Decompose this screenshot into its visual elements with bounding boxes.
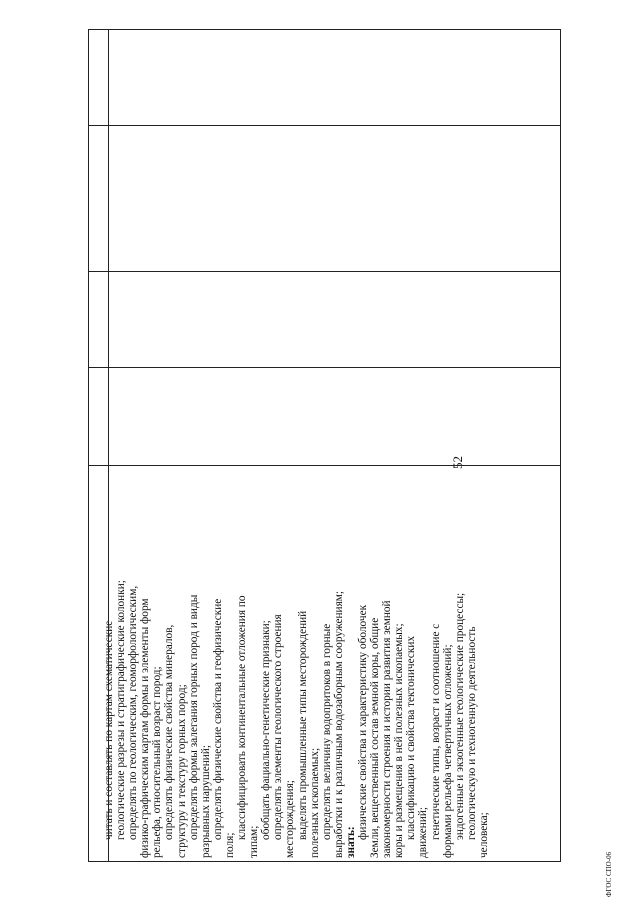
- text-line: определять величину водопритоков в горные: [320, 623, 333, 840]
- text-line: определять элементы геологического строения: [272, 614, 285, 840]
- text-line: эндогенные и экзогенные геологические процессы;: [453, 592, 466, 840]
- text-line: месторождения;: [284, 780, 297, 858]
- text-line: коры и размещения в ней полезных ископаемых;: [393, 623, 406, 858]
- table-cell-2: [89, 367, 560, 465]
- text-line: знать:: [344, 826, 357, 858]
- text-line: классификацию и свойства тектонических: [405, 635, 418, 840]
- text-line: полезных ископаемых;: [308, 747, 321, 858]
- text-line: типам;: [248, 825, 261, 858]
- text-line: классифицировать континентальные отложения по: [236, 595, 249, 840]
- text-line: поля;: [223, 832, 236, 858]
- text-line: генетические типы, возраст и соотношение с: [429, 623, 442, 840]
- text-line: закономерности строения и истории развития земной: [381, 600, 394, 858]
- text-line: движений;: [417, 806, 430, 858]
- text-line: разрывных нарушений;: [199, 744, 212, 858]
- text-line: формами рельефа четвертичных отложений;: [441, 644, 454, 858]
- text-line: физические свойства и характеристику оболочек: [356, 604, 369, 840]
- text-line: человека;: [477, 812, 490, 858]
- text-line: определять физические свойства минералов,: [163, 624, 176, 840]
- table-cell-4: [89, 125, 560, 271]
- text-line: рельефа, относительный возраст пород;: [151, 666, 164, 858]
- text-line: определять по геологическим, геоморфологическим,: [127, 585, 140, 840]
- footer-code: ФГОС СПО-06: [605, 851, 613, 897]
- table-cell-content: [89, 465, 560, 861]
- cell-text: [89, 466, 490, 861]
- standards-table: [88, 29, 561, 862]
- text-line: Земли, вещественный состав земной коры, общие: [369, 617, 382, 858]
- text-line: обобщать фациально-генетические признаки;: [260, 620, 273, 840]
- text-line: выделять промышленные типы месторождений: [296, 610, 309, 840]
- text-line: читать и составлять по картам схематические: [103, 620, 115, 840]
- text-line: структуру и текстуру горных пород;: [175, 684, 188, 858]
- table-header-rule: [108, 30, 109, 861]
- table-cell-5: [89, 28, 560, 125]
- text-line: определять физические свойства и геофизические: [211, 598, 224, 840]
- text-line: геологическую и техногенную деятельность: [465, 626, 478, 840]
- text-line: геологические разрезы и стратиграфические колонки;: [115, 580, 128, 840]
- text-line: физико-графическим картам формы и элементы форм: [139, 598, 152, 858]
- text-line: выработки и к различным водозаборным сооружениям;: [332, 590, 345, 858]
- table-cell-3: [89, 271, 560, 367]
- page-number: 52: [450, 456, 465, 469]
- text-line: определять формы залегания горных пород и виды: [187, 594, 200, 840]
